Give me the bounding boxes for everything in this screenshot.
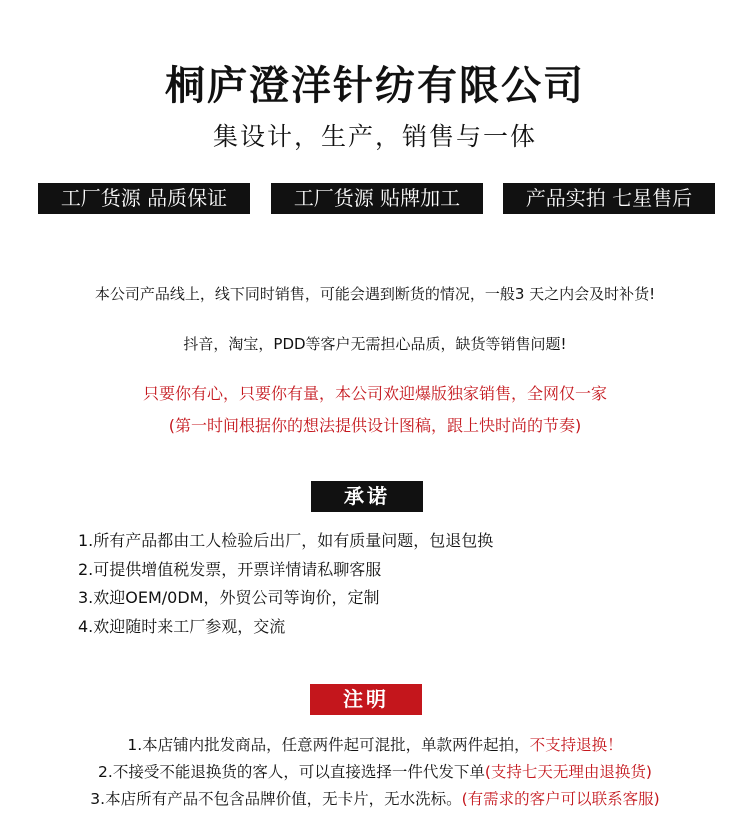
notice-item-highlight: (有需求的客户可以联系客服) xyxy=(461,790,660,808)
intro-line-restock: 本公司产品线上，线下同时销售，可能会遇到断货的情况，一般3 天之内会及时补货! xyxy=(94,285,656,303)
notice-item-highlight: 不支持退换！ xyxy=(529,736,623,754)
promise-item: 3.欢迎OEM/0DM，外贸公司等询价，定制 xyxy=(78,588,380,607)
notice-item-text: 2.不接受不能退换货的客人，可以直接选择一件代发下单 xyxy=(98,763,485,781)
notice-item xyxy=(0,760,750,784)
company-name: 桐庐澄洋针纺有限公司 xyxy=(165,63,585,109)
badge-factory-oem: 工厂货源 贴牌加工 xyxy=(271,183,483,214)
notice-item xyxy=(0,733,750,757)
promise-item: 1.所有产品都由工人检验后出厂，如有质量问题，包退包换 xyxy=(78,531,494,550)
intro-red-exclusive: 只要你有心，只要你有量，本公司欢迎爆版独家销售，全网仅一家 xyxy=(142,384,607,403)
notice-item-text: 3.本店所有产品不包含品牌价值，无卡片，无水洗标。 xyxy=(90,790,462,808)
badge-factory-quality: 工厂货源 品质保证 xyxy=(38,183,250,214)
notice-item-highlight: (支持七天无理由退换货) xyxy=(484,763,652,781)
intro-line-platforms: 抖音，淘宝，PDD等客户无需担心品质，缺货等销售问题! xyxy=(183,335,567,353)
badge-real-photo: 产品实拍 七星售后 xyxy=(503,183,715,214)
company-slogan: 集设计，生产，销售与一体 xyxy=(212,122,537,151)
promise-item: 4.欢迎随时来工厂参观，交流 xyxy=(78,617,286,636)
intro-red-design: (第一时间根据你的想法提供设计图稿，跟上快时尚的节奏) xyxy=(168,416,582,435)
notice-item-text: 1.本店铺内批发商品，任意两件起可混批，单款两件起拍， xyxy=(127,736,530,754)
notice-item xyxy=(0,787,750,811)
promise-item: 2.可提供增值税发票，开票详情请私聊客服 xyxy=(78,560,382,579)
promise-section-title: 承诺 xyxy=(311,481,423,512)
notice-section-title: 注明 xyxy=(310,684,422,715)
